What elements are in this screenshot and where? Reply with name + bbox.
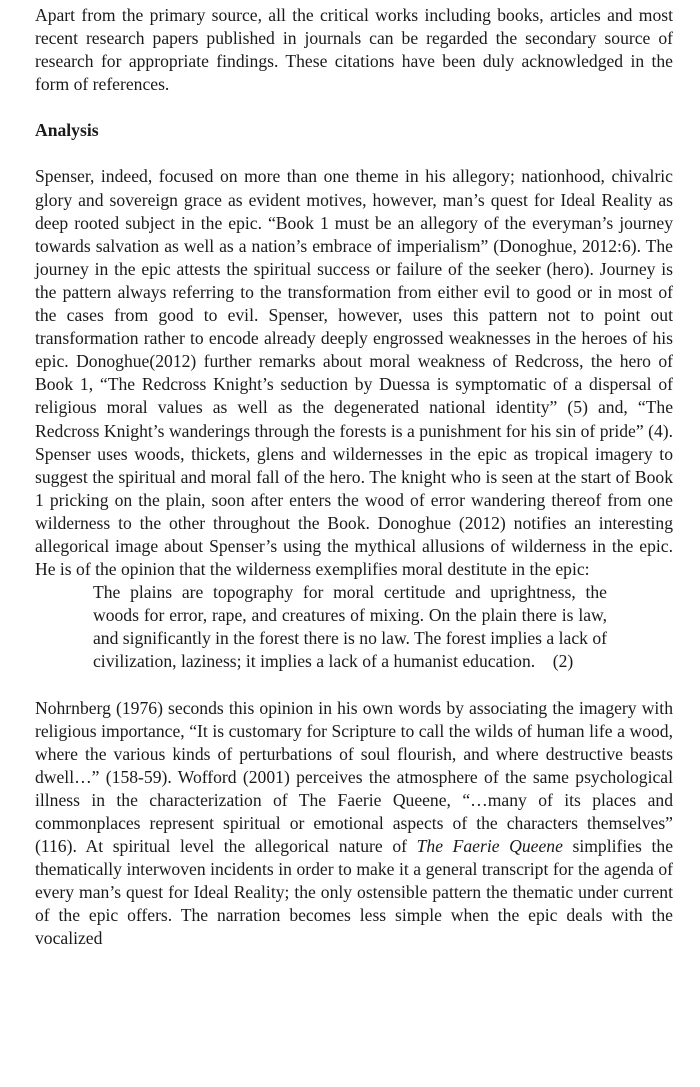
block-quote: [93, 581, 607, 673]
final-paragraph: [35, 697, 673, 951]
final-paragraph-part-2: simplifies the thematically interwoven incidents in order to make it a general transcript for the agenda of every man’s quest for Ideal Reality; the only ostensible pattern the thematic under current of the epic offers. The narration becomes less simple when the epic deals with the vocalized: [35, 836, 673, 949]
work-title: The Faerie Queene: [416, 836, 563, 857]
paragraph-gap: [35, 674, 673, 697]
block-quote-citation: (2): [552, 651, 574, 672]
intro-paragraph: Apart from the primary source, all the critical works including books, articles and most recent research papers published in journals can be regarded the secondary source of research for appropriate findings. These citations have been duly acknowledged in the form of references.: [35, 5, 673, 95]
paragraph-gap: [35, 142, 673, 165]
body-paragraph: Spenser, indeed, focused on more than one theme in his allegory; nationhood, chivalric glory and sovereign grace as evident motives, however, man’s quest for Ideal Reality as deep rooted subject in the epic. “Book 1 must be an allegory of the everyman’s journey towards salvation as well as a nation’s embrace of imperialism” (Donoghue, 2012:6). The journey in the epic attests the spiritual success or failure of the seeker (hero). Journey is the pattern always referring to the transformation from either evil to good or in most of the cases from good to evil. Spenser, however, uses this pattern not to point out transformation rather to encode already deeply engrossed weaknesses in the heroes of his epic. Donoghue(2012) further remarks about moral weakness of Redcross, the hero of Book 1, “The Redcross Knight’s seduction by Duessa is symptomatic of a dispersal of religious moral values as well as the degenerated national identity” (5) and, “The Redcross Knight’s wanderings through the forests is a punishment for his sin of pride” (4). Spenser uses woods, thickets, glens and wildernesses in the epic as tropical imagery to suggest the spiritual and moral fall of the hero. The knight who is seen at the start of Book 1 pricking on the plain, soon after enters the wood of error wandering thereof from one wilderness to the other throughout the Book. Donoghue (2012) notifies an interesting allegorical image about Spenser’s using the mythical allusions of wilderness in the epic. He is of the opinion that the wilderness exemplifies moral destitute in the epic:: [35, 166, 673, 580]
final-paragraph-part-1: Nohrnberg (1976) seconds this opinion in his own words by associating the imagery with religious importance, “It is customary for Scripture to call the wilds of human life a wood, where the various kinds of perturbations of soul flourish, and where destructive beasts dwell…” (158-59). Wofford (2001) perceives the atmosphere of the same psychological illness in the characterization of The Faerie Queene, “…many of its places and commonplaces represent spiritual or emotional aspects of the characters themselves” (116). At spiritual level the allegorical nature of: [35, 697, 673, 857]
block-quote-text: The plains are topography for moral certitude and uprightness, the woods for error, rape, and creatures of mixing. On the plain there is law, and significantly in the forest there is no law. The forest implies a lack of civilization, laziness; it implies a lack of a humanist education.: [93, 582, 607, 672]
paragraph-gap: [35, 96, 673, 119]
document-page: [35, 4, 673, 951]
section-heading: Analysis: [35, 120, 99, 141]
